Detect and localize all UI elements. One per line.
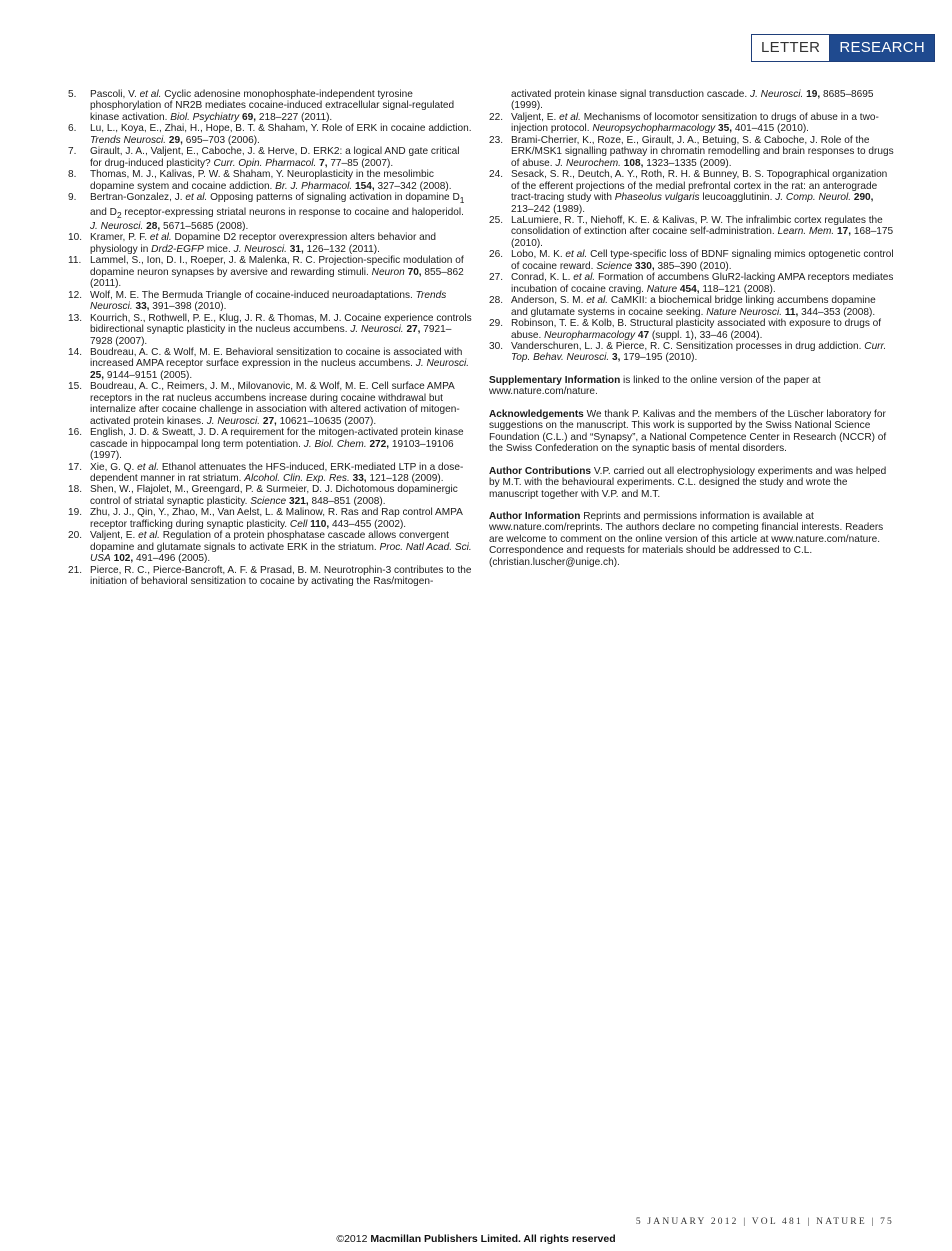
- reference-number: 16.: [68, 427, 83, 439]
- reference-number: 13.: [68, 312, 83, 324]
- reference-number: 7.: [68, 146, 77, 158]
- reference-text: Boudreau, A. C. & Wolf, M. E. Behavioral sensitization to cocaine is associated with increased AMPA receptor surface expression in the nucleus accumbens. J. Neurosci. 25, 9144–9151 (2005).: [90, 347, 470, 381]
- reference-continuation: activated protein kinase signal transduction cascade. J. Neurosci. 19, 8685–8695 (1999).: [511, 89, 874, 112]
- author-contributions: [489, 466, 894, 500]
- reference-item: [68, 381, 472, 427]
- badge-letter: LETTER: [752, 35, 830, 61]
- reference-number: 29.: [489, 318, 504, 330]
- reference-item: [489, 215, 894, 249]
- reference-number: 15.: [68, 381, 83, 393]
- reference-text: Xie, G. Q. et al. Ethanol attenuates the HFS-induced, ERK-mediated LTP in a dose-dependent manner in rat striatum. Alcohol. Clin. Exp. Res. 33, 121–128 (2009).: [90, 461, 464, 484]
- references-right-column: [489, 89, 894, 568]
- reference-text: Conrad, K. L. et al. Formation of accumbens GluR2-lacking AMPA receptors mediates incubation of cocaine craving. Nature 454, 118–121 (2008).: [511, 272, 894, 295]
- reference-number: 28.: [489, 295, 504, 307]
- reference-item: [68, 507, 472, 530]
- reference-text: Boudreau, A. C., Reimers, J. M., Milovanovic, M. & Wolf, M. E. Cell surface AMPA receptors in the rat nucleus accumbens increase during cocaine withdrawal but internalize after cocaine challenge in association with altered activation of mitogen-activated protein kinases. J. Neurosci. 27, 10621–10635 (2007).: [90, 381, 460, 427]
- reference-number: 22.: [489, 111, 504, 123]
- reference-item: [489, 249, 894, 272]
- reference-text: Shen, W., Flajolet, M., Greengard, P. & Surmeier, D. J. Dichotomous dopaminergic control of striatal synaptic plasticity. Science 321, 848–851 (2008).: [90, 484, 458, 507]
- author-contributions-text: V.P. carried out all electrophysiology experiments and was helped by M.T. with the behavioural experiments. C.L. designed the study and wrote the manuscript together with V.P. and M.T.: [489, 465, 887, 500]
- copyright-text: Macmillan Publishers Limited. All rights reserved: [367, 1233, 616, 1245]
- reference-item: [68, 462, 472, 485]
- copyright-year: ©2012: [336, 1233, 368, 1245]
- reference-text: Pierce, R. C., Pierce-Bancroft, A. F. & Prasad, B. M. Neurotrophin-3 contributes to the initiation of behavioral sensitization to cocaine by activating the Ras/mitogen-: [90, 564, 472, 588]
- reference-item: [68, 290, 472, 313]
- reference-item: [489, 341, 894, 364]
- reference-text: Thomas, M. J., Kalivas, P. W. & Shaham, Y. Neuroplasticity in the mesolimbic dopamine system and cocaine addiction. Br. J. Pharmacol. 154, 327–342 (2008).: [90, 169, 452, 192]
- reference-text: Pascoli, V. et al. Cyclic adenosine monophosphate-independent tyrosine phosphorylation of NR2B mediates cocaine-induced extracellular signal-regulated kinase activation. Biol. Psychiatry 69, 218–227 (2011).: [90, 89, 455, 123]
- reference-text: Vanderschuren, L. J. & Pierce, R. C. Sensitization processes in drug addiction. Curr. Top. Behav. Neurosci. 3, 179–195 (2010).: [511, 340, 887, 364]
- reference-text: Kramer, P. F. et al. Dopamine D2 receptor overexpression alters behavior and physiology in Drd2-EGFP mice. J. Neurosci. 31, 126–132 (2011).: [90, 232, 436, 255]
- reference-number: 18.: [68, 484, 83, 496]
- reference-text: Bertran-Gonzalez, J. et al. Opposing patterns of signaling activation in dopamine $D_1$ and $D_2$ receptor-expressing striatal neurons in response to cocaine and haloperidol. J. Neurosci. 28, 5671–5685 (2008).: [90, 192, 465, 233]
- reference-item: [68, 565, 472, 588]
- reference-item: [68, 192, 472, 232]
- reference-item: [68, 530, 472, 564]
- reference-number: 19.: [68, 507, 83, 519]
- reference-text: Kourrich, S., Rothwell, P. E., Klug, J. R. & Thomas, M. J. Cocaine experience controls bidirectional synaptic plasticity in the nucleus accumbens. J. Neurosci. 27, 7921–7928 (2007).: [90, 312, 472, 347]
- reference-number: 24.: [489, 169, 504, 181]
- reference-number: 26.: [489, 249, 504, 261]
- reference-number: 20.: [68, 530, 83, 542]
- reference-item: [68, 484, 472, 507]
- reference-item: [68, 427, 472, 461]
- reference-text: Zhu, J. J., Qin, Y., Zhao, M., Van Aelst, L. & Malinow, R. Ras and Rap control AMPA receptor trafficking during synaptic plasticity. Cell 110, 443–455 (2002).: [90, 507, 463, 530]
- supplementary-information: [489, 375, 894, 398]
- supplementary-text: is linked to the online version of the paper at www.nature.com/nature.: [489, 374, 821, 398]
- reference-number: 5.: [68, 89, 77, 100]
- reference-number: 14.: [68, 347, 83, 358]
- badge-research: RESEARCH: [830, 35, 934, 61]
- reference-item: [68, 123, 472, 146]
- reference-item: [489, 112, 894, 135]
- author-information: [489, 511, 894, 568]
- reference-text: Lobo, M. K. et al. Cell type-specific loss of BDNF signaling mimics optogenetic control of cocaine reward. Science 330, 385–390 (2010).: [511, 249, 894, 272]
- reference-number: 25.: [489, 214, 504, 226]
- reference-text: Anderson, S. M. et al. CaMKII: a biochemical bridge linking accumbens dopamine and glutamate systems in cocaine seeking. Nature Neurosci. 11, 344–353 (2008).: [511, 295, 876, 318]
- reference-number: 21.: [68, 564, 83, 576]
- reference-text: Lu, L., Koya, E., Zhai, H., Hope, B. T. & Shaham, Y. Role of ERK in cocaine addiction. Trends Neurosci. 29, 695–703 (2006).: [90, 123, 472, 146]
- reference-number: 30.: [489, 340, 504, 352]
- reference-item: [68, 232, 472, 255]
- reference-item: [489, 169, 894, 215]
- section-badge: [751, 34, 935, 62]
- reference-number: 8.: [68, 169, 77, 181]
- copyright-notice: [0, 1233, 952, 1245]
- reference-item: [68, 347, 472, 381]
- reference-item: [489, 135, 894, 169]
- reference-text: Wolf, M. E. The Bermuda Triangle of cocaine-induced neuroadaptations. Trends Neurosci. 33, 391–398 (2010).: [90, 289, 447, 313]
- reference-number: 12.: [68, 289, 83, 301]
- reference-text: Valjent, E. et al. Mechanisms of locomotor sensitization to drugs of abuse in a two-injection protocol. Neuropsychopharmacology 35, 401–415 (2010).: [511, 111, 879, 135]
- reference-item: [489, 295, 894, 318]
- reference-number: 6.: [68, 123, 77, 135]
- reference-text: Robinson, T. E. & Kolb, B. Structural plasticity associated with exposure to drugs of abuse. Neuropharmacology 47 (suppl. 1), 33–46 (2004).: [511, 318, 882, 341]
- reference-number: 10.: [68, 232, 83, 244]
- acknowledgements: [489, 409, 894, 455]
- author-information-text: Reprints and permissions information is available at www.nature.com/reprints. The authors declare no competing financial interests. Readers are welcome to comment on the online version of this article at www.nature.com/nature. Correspondence and requests for materials should be addressed to C.L. (christian.luscher@unige.ch).: [489, 510, 884, 568]
- supplementary-heading: Supplementary Information: [489, 374, 621, 386]
- reference-number: 17.: [68, 461, 83, 473]
- reference-text: Brami-Cherrier, K., Roze, E., Girault, J. A., Betuing, S. & Caboche, J. Role of the ERK/MSK1 signalling pathway in chromatin remodelling and brain responses to drugs of abuse. J. Neurochem. 108, 1323–1335 (2009).: [511, 134, 894, 169]
- reference-item: [68, 313, 472, 347]
- reference-text: Lammel, S., Ion, D. I., Roeper, J. & Malenka, R. C. Projection-specific modulation of dopamine neuron synapses by aversive and rewarding stimuli. Neuron 70, 855–862 (2011).: [90, 255, 464, 290]
- reference-text: LaLumiere, R. T., Niehoff, K. E. & Kalivas, P. W. The infralimbic cortex regulates the consolidation of extinction after cocaine self-administration. Learn. Mem. 17, 168–175 (2010).: [511, 214, 894, 249]
- reference-number: 27.: [489, 272, 504, 284]
- reference-item: [489, 318, 894, 341]
- reference-text: Sesack, S. R., Deutch, A. Y., Roth, R. H. & Bunney, B. S. Topographical organization of the efferent projections of the medial prefrontal cortex in the rat: an anterograde tract-tracing study with Phaseolus vulgaris leucoagglutinin. J. Comp. Neurol. 290, 213–242 (1989).: [511, 169, 888, 215]
- references-left-column: [68, 89, 472, 588]
- reference-item: [68, 169, 472, 192]
- reference-text: English, J. D. & Sweatt, J. D. A requirement for the mitogen-activated protein kinase cascade in hippocampal long term potentiation. J. Biol. Chem. 272, 19103–19106 (1997).: [90, 427, 464, 462]
- reference-item: [68, 255, 472, 289]
- acknowledgements-heading: Acknowledgements: [489, 408, 584, 420]
- reference-item: [68, 146, 472, 169]
- author-contributions-heading: Author Contributions: [489, 465, 592, 477]
- reference-number: 23.: [489, 134, 504, 146]
- reference-number: 11.: [68, 255, 82, 267]
- reference-number: 9.: [68, 192, 77, 204]
- running-footer: 5 JANUARY 2012 | VOL 481 | NATURE | 75: [635, 1217, 894, 1227]
- reference-text: Girault, J. A., Valjent, E., Caboche, J. & Herve, D. ERK2: a logical AND gate critical for drug-induced plasticity? Curr. Opin. Pharmacol. 7, 77–85 (2007).: [90, 146, 460, 169]
- reference-item: [489, 272, 894, 295]
- reference-item: [68, 89, 472, 123]
- author-information-heading: Author Information: [489, 510, 581, 522]
- acknowledgements-text: We thank P. Kalivas and the members of the Lüscher laboratory for suggestions on the manuscript. This work is supported by the Swiss National Science Foundation (C.L.) and “Synapsy”, a National Competence Center in Research (NCCR) of the Swiss Confederation on the synaptic basis of mental disorders.: [489, 408, 887, 455]
- reference-text: Valjent, E. et al. Regulation of a protein phosphatase cascade allows convergent dopamine and glutamate signals to activate ERK in the striatum. Proc. Natl Acad. Sci. USA 102, 491–496 (2005).: [90, 530, 472, 565]
